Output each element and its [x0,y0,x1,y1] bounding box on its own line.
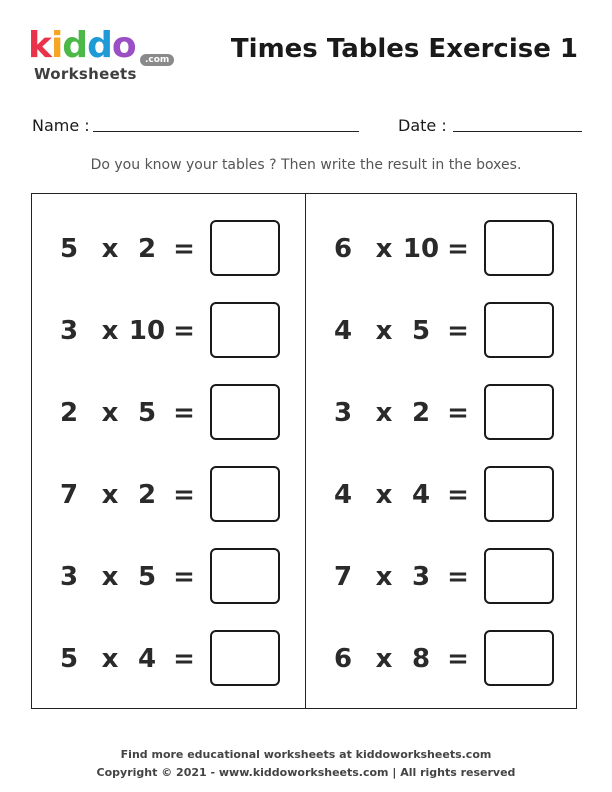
multiplier: 5 [137,562,157,592]
multiplicand: 7 [333,562,353,592]
multiplier: 5 [137,398,157,428]
multiply-sign: x [375,316,393,346]
equals-sign: = [173,480,195,510]
equals-sign: = [173,316,195,346]
multiply-sign: x [101,234,119,264]
multiplicand: 3 [59,562,79,592]
logo-letter: k [28,25,51,66]
date-field[interactable] [453,131,582,132]
multiply-sign: x [375,644,393,674]
multiplier: 8 [411,644,431,674]
multiplier: 10 [128,316,166,346]
multiplier: 2 [411,398,431,428]
equals-sign: = [447,234,469,264]
multiplicand: 5 [59,234,79,264]
problem-row [306,302,578,362]
answer-box[interactable] [484,384,554,440]
problem-row [306,548,578,608]
instructions: Do you know your tables ? Then write the result in the boxes. [90,157,522,173]
multiply-sign: x [101,316,119,346]
page-title: Times Tables Exercise 1 [230,34,578,64]
answer-box[interactable] [210,220,280,276]
multiply-sign: x [101,644,119,674]
footer-copyright: Copyright © 2021 - www.kiddoworksheets.com | All rights reserved [96,766,516,779]
multiplier: 3 [411,562,431,592]
equals-sign: = [447,398,469,428]
logo-letter: o [111,25,136,66]
answer-box[interactable] [210,466,280,522]
multiply-sign: x [375,480,393,510]
multiplicand: 7 [59,480,79,510]
problem-row [306,466,578,526]
logo-letter: i [50,25,63,66]
logo-letter: d [87,25,112,66]
kiddo-logo [28,25,178,88]
logo-letter: d [62,25,88,66]
equals-sign: = [447,562,469,592]
multiplier: 4 [411,480,431,510]
equals-sign: = [447,644,469,674]
multiply-sign: x [375,562,393,592]
equals-sign: = [173,562,195,592]
equals-sign: = [447,480,469,510]
multiplier: 10 [402,234,440,264]
problem-row [306,220,578,280]
multiplicand: 5 [59,644,79,674]
logo-subtitle: Worksheets [34,65,137,83]
multiplier: 5 [411,316,431,346]
answer-box[interactable] [484,466,554,522]
problem-row [32,302,304,362]
answer-box[interactable] [210,302,280,358]
multiplicand: 3 [59,316,79,346]
problem-row [32,630,304,690]
multiply-sign: x [101,562,119,592]
multiplier: 2 [137,234,157,264]
answer-box[interactable] [210,548,280,604]
right-column [306,194,578,708]
equals-sign: = [173,398,195,428]
name-field[interactable] [93,131,359,132]
problem-row [32,384,304,444]
multiplicand: 2 [59,398,79,428]
problem-row [32,220,304,280]
answer-box[interactable] [484,220,554,276]
problem-row [32,466,304,526]
multiplier: 2 [137,480,157,510]
answer-box[interactable] [210,630,280,686]
logo-wordmark [28,25,136,66]
exercise-panel [31,193,577,709]
name-label: Name : [32,116,90,135]
multiplicand: 3 [333,398,353,428]
answer-box[interactable] [210,384,280,440]
problem-row [306,630,578,690]
multiplicand: 4 [333,480,353,510]
multiply-sign: x [375,398,393,428]
answer-box[interactable] [484,630,554,686]
multiplicand: 4 [333,316,353,346]
logo-domain-badge: .com [140,54,174,66]
answer-box[interactable] [484,302,554,358]
equals-sign: = [173,644,195,674]
problem-row [32,548,304,608]
equals-sign: = [173,234,195,264]
multiplicand: 6 [333,644,353,674]
answer-box[interactable] [484,548,554,604]
problem-row [306,384,578,444]
footer-promo: Find more educational worksheets at kiddoworksheets.com [120,748,492,761]
multiplicand: 6 [333,234,353,264]
multiply-sign: x [375,234,393,264]
multiply-sign: x [101,398,119,428]
date-label: Date : [398,116,447,135]
multiplier: 4 [137,644,157,674]
equals-sign: = [447,316,469,346]
left-column [32,194,304,708]
multiply-sign: x [101,480,119,510]
